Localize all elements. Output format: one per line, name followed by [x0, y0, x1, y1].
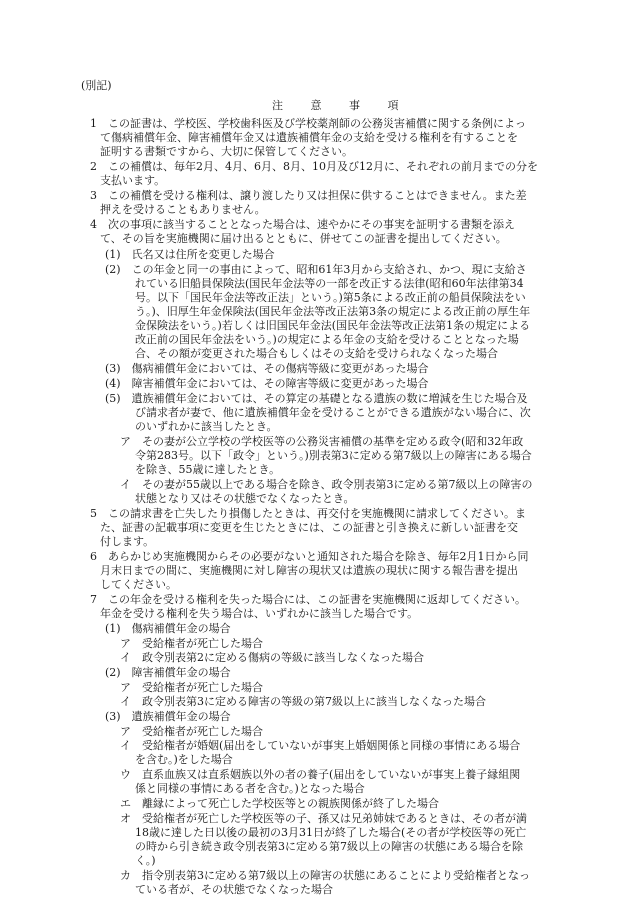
notice-line: 支払います。: [100, 174, 166, 187]
notice-line: を含む。)をした場合: [135, 753, 233, 766]
notice-line: イ 政令別表第3に定める障害の等級の第7級以上に該当しなくなった場合: [120, 695, 486, 708]
notice-line: ア その妻が公立学校の学校医等の公務災害補償の基準を定める政令(昭和32年政: [120, 435, 524, 448]
notice-line: 改正前の国民年金法をいう。)の規定による年金の支給を受けることとなった場: [135, 333, 519, 346]
notice-line: ア 受給権者が死亡した場合: [120, 681, 263, 694]
appendix-label: (別記): [81, 79, 112, 92]
notice-line: 5 この請求書を亡失したり損傷したときは、再交付を実施機関に請求してください。ま: [90, 507, 526, 520]
notice-line: エ 離縁によって死亡した学校医等との親族関係が終了した場合: [120, 797, 439, 810]
notice-line: ウ 直系血族又は直系姻族以外の者の養子(届出をしていないが事実上養子縁組関: [120, 768, 521, 781]
notice-line: 年金を受ける権利を失う場合は、いずれかに該当した場合です。: [100, 607, 419, 620]
notice-line: 合、その額が変更された場合もしくはその支給を受けられなくなった場合: [135, 347, 498, 360]
notice-line: う。)、旧厚生年金保険法(国民年金法等改正法第3条の規定による改正前の厚生年: [135, 305, 531, 318]
notice-line: ている者が、その状態でなくなった場合: [135, 883, 333, 896]
notice-line: び請求者が妻で、他に遺族補償年金を受けることができる遺族がない場合に、次: [135, 406, 531, 419]
notice-line: カ 指令別表第3に定める第7級以上の障害の状態にあることにより受給権者となっ: [120, 869, 530, 882]
notice-line: 月末日までの間に、実施機関に対し障害の現状又は遺族の現状に関する報告書を提出: [100, 564, 518, 577]
notice-line: 4 次の事項に該当することとなった場合は、速やかにその事実を証明する書類を添え: [90, 218, 515, 231]
notice-line: してください。: [100, 578, 177, 591]
notice-line: た、証書の記載事項に変更を生じたときには、この証書と引き換えに新しい証書を交: [100, 521, 518, 534]
notice-line: (5) 遺族補償年金においては、その算定の基礎となる遺族の数に増減を生じた場合及: [105, 392, 528, 405]
notice-line: ア 受給権者が死亡した場合: [120, 637, 263, 650]
notice-line: 3 この補償を受ける権利は、譲り渡したり又は担保に供することはできません。また差: [90, 189, 527, 202]
notice-line: (4) 障害補償年金においては、その障害等級に変更があった場合: [105, 377, 429, 390]
notice-line: のいずれかに該当したとき。: [135, 420, 278, 433]
notice-line: イ その妻が55歳以上である場合を除き、政令別表第3に定める第7級以上の障害の: [120, 478, 533, 491]
notice-line: を除き、55歳に達したとき。: [135, 463, 281, 476]
notice-line: 6 あらかじめ実施機関からその必要がないと通知された場合を除き、毎年2月1日から同: [90, 550, 529, 563]
notice-line: イ 政令別表第2に定める傷病の等級に該当しなくなった場合: [120, 651, 424, 664]
notice-line: 金保険法をいう。)若しくは旧国民年金法(国民年金法等改正法第1条の規定による: [135, 319, 531, 332]
notice-line: て、その旨を実施機関に届け出るとともに、併せてこの証書を提出してください。: [100, 232, 507, 245]
notice-line: れている旧船員保険法(国民年金法等の一部を改正する法律(昭和60年法律第34: [135, 277, 524, 290]
notice-line: 1 この証書は、学校医、学校歯科医及び学校薬剤師の公務災害補償に関する条例によっ: [90, 117, 526, 130]
notice-line: (1) 傷病補償年金の場合: [105, 622, 231, 635]
notice-line: イ 受給権者が婚姻(届出をしていないが事実上婚姻関係と同様の事情にある場合: [120, 739, 521, 752]
notice-line: 18歳に達した日以後の最初の3月31日が終了した場合(その者が学校医等の死亡: [135, 826, 527, 839]
notice-line: (2) この年金と同一の事由によって、昭和61年3月から支給され、かつ、現に支給さ: [105, 263, 527, 276]
notice-line: (3) 傷病補償年金においては、その傷病等級に変更があった場合: [105, 362, 429, 375]
notice-line: 令第283号。以下「政令」という。)別表第3に定める第7級以上の障害にある場合: [135, 449, 532, 462]
notice-line: 号。以下「国民年金法等改正法」という。)第5条による改正前の船員保険法をい: [135, 291, 526, 304]
notice-line: 証明する書類ですから、大切に保管してください。: [100, 145, 353, 158]
notice-line: く。): [135, 854, 156, 867]
notice-line: の時から引き続き政令別表第3に定める第7級以上の障害の状態にある場合を除: [135, 840, 523, 853]
notice-line: 付します。: [100, 535, 155, 548]
notice-line: 押えを受けることもありません。: [100, 203, 266, 216]
page-title: 注 意 事 項: [272, 99, 411, 112]
notice-line: 状態となり又はその状態でなくなったとき。: [135, 492, 355, 505]
notice-line: ア 受給権者が死亡した場合: [120, 725, 263, 738]
notice-line: て傷病補償年金、障害補償年金又は遺族補償年金の支給を受ける権利を有することを: [100, 131, 518, 144]
notice-line: (1) 氏名又は住所を変更した場合: [105, 248, 275, 261]
notice-line: オ 受給権者が死亡した学校医等の子、孫又は兄弟姉妹であるときは、その者が満: [120, 812, 527, 825]
notice-line: (2) 障害補償年金の場合: [105, 666, 231, 679]
notice-line: 7 この年金を受ける権利を失った場合には、この証書を実施機関に返却してください。: [90, 593, 526, 606]
notice-line: 2 この補償は、毎年2月、4月、6月、8月、10月及び12月に、それぞれの前月までの分を: [90, 160, 538, 173]
notice-line: 係と同様の事情にある者を含む。)となった場合: [135, 782, 365, 795]
notice-line: (3) 遺族補償年金の場合: [105, 710, 231, 723]
